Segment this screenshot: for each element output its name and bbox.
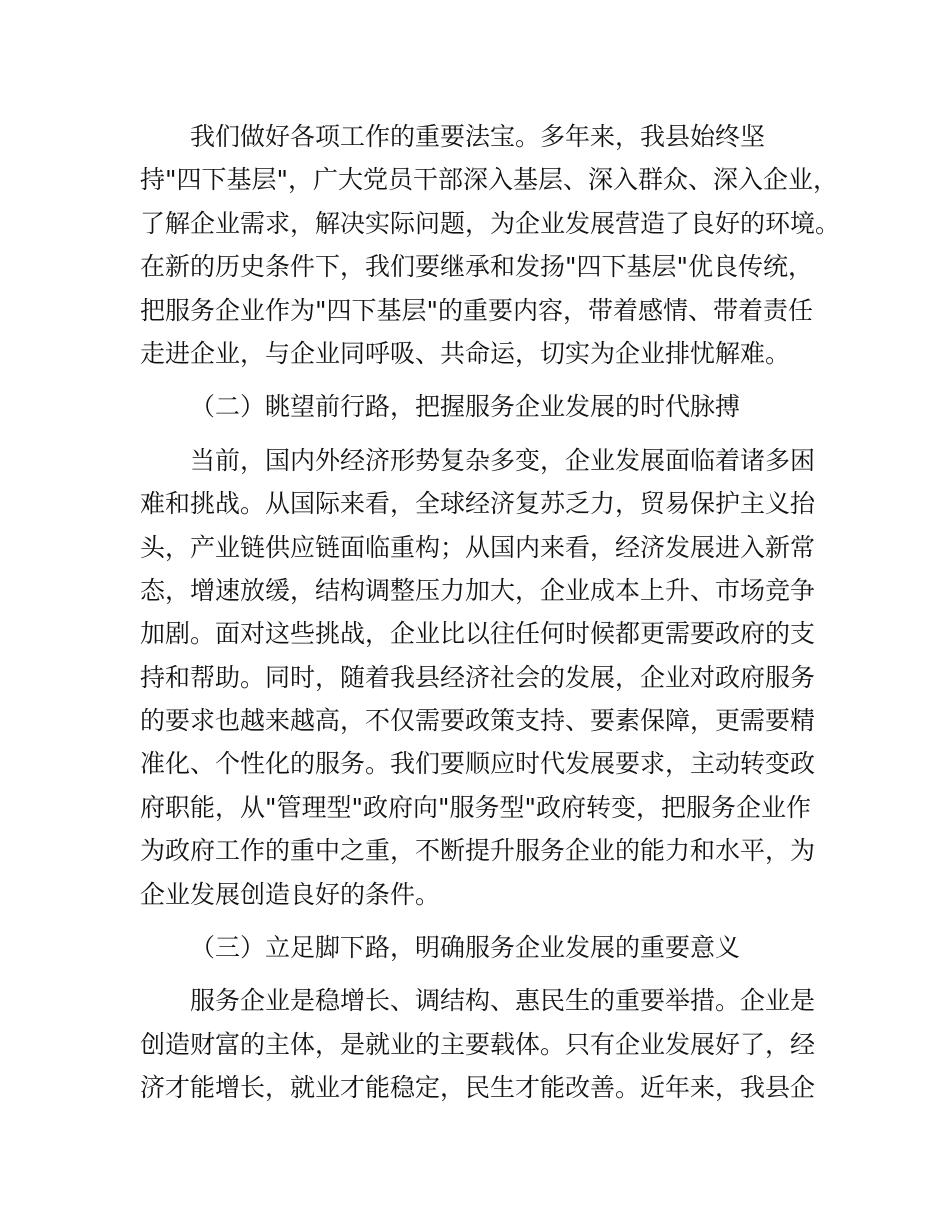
spacer bbox=[140, 969, 840, 979]
paragraph-2 bbox=[140, 439, 840, 916]
paragraph-line: 态，增速放缓，结构调整压力加大，企业成本上升、市场竞争 bbox=[140, 575, 816, 605]
paragraph-line: 当前，国内外经济形势复杂多变，企业发展面临着诸多困 bbox=[190, 445, 816, 475]
spacer bbox=[140, 916, 840, 926]
paragraph-line: 把服务企业作为"四下基层"的重要内容，带着感情、带着责任 bbox=[140, 295, 814, 325]
paragraph-line: 的要求也越来越高，不仅需要政策支持、要素保障，更需要精 bbox=[140, 706, 816, 736]
paragraph-line: 为政府工作的重中之重，不断提升服务企业的能力和水平，为 bbox=[140, 836, 816, 866]
spacer bbox=[140, 429, 840, 439]
spacer bbox=[140, 375, 840, 385]
document-body bbox=[140, 115, 840, 1110]
paragraph-line: 服务企业是稳增长、调结构、惠民生的重要举措。企业是 bbox=[190, 986, 816, 1016]
section-heading-2: （二）眺望前行路，把握服务企业发展的时代脉搏 bbox=[190, 392, 741, 422]
paragraph-3 bbox=[140, 979, 840, 1109]
paragraph-line: 创造财富的主体，是就业的主要载体。只有企业发展好了，经 bbox=[140, 1029, 816, 1059]
paragraph-line: 我们做好各项工作的重要法宝。多年来，我县始终坚 bbox=[190, 122, 766, 151]
paragraph-line: 持和帮助。同时，随着我县经济社会的发展，企业对政府服务 bbox=[140, 662, 816, 692]
paragraph-line: 准化、个性化的服务。我们要顺应时代发展要求，主动转变政 bbox=[140, 749, 816, 779]
paragraph-line: 府职能，从"管理型"政府向"服务型"政府转变，把服务企业作 bbox=[140, 792, 811, 822]
paragraph-1 bbox=[140, 115, 840, 375]
paragraph-line: 在新的历史条件下，我们要继承和发扬"四下基层"优良传统， bbox=[140, 252, 814, 282]
paragraph-line: 加剧。面对这些挑战，企业比以往任何时候都更需要政府的支 bbox=[140, 619, 816, 649]
paragraph-line: 头，产业链供应链面临重构；从国内来看，经济发展进入新常 bbox=[140, 532, 816, 562]
paragraph-line: 济才能增长，就业才能稳定，民生才能改善。近年来，我县企 bbox=[140, 1073, 816, 1103]
paragraph-line: 持"四下基层"，广大党员干部深入基层、深入群众、深入企业， bbox=[140, 165, 839, 195]
paragraph-line: 难和挑战。从国际来看，全球经济复苏乏力，贸易保护主义抬 bbox=[140, 489, 816, 519]
section-heading-3: （三）立足脚下路，明确服务企业发展的重要意义 bbox=[190, 933, 741, 963]
paragraph-line: 企业发展创造良好的条件。 bbox=[140, 879, 441, 909]
paragraph-line: 走进企业，与企业同呼吸、共命运，切实为企业排忧解难。 bbox=[140, 338, 791, 368]
paragraph-line: 了解企业需求，解决实际问题，为企业发展营造了良好的环境。 bbox=[140, 208, 841, 238]
